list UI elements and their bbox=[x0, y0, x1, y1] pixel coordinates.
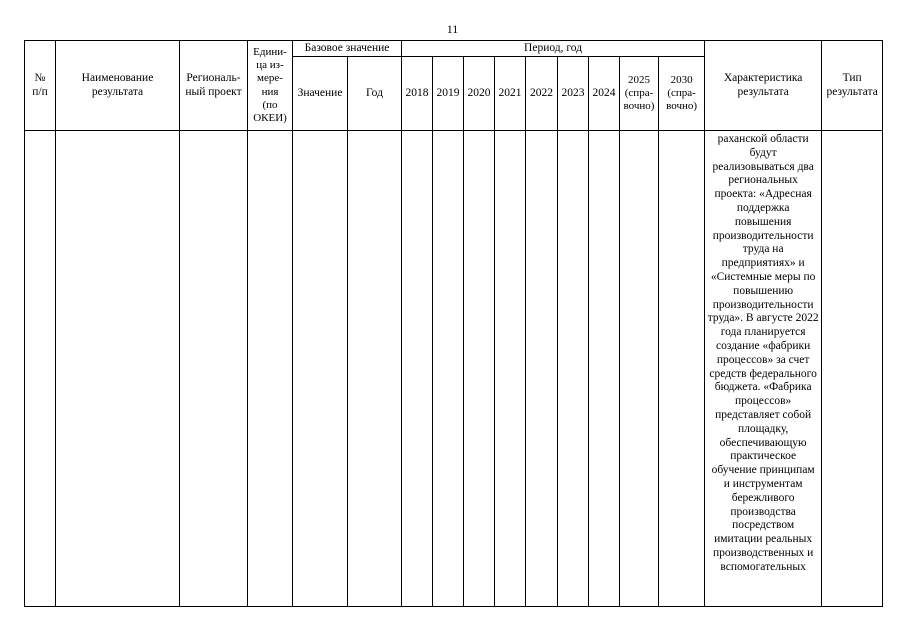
header-base-value: Базовое значение bbox=[293, 41, 402, 57]
header-year-2025: 2025 (спра- вочно) bbox=[620, 57, 659, 131]
cell-2023 bbox=[558, 131, 589, 607]
cell-2022 bbox=[526, 131, 558, 607]
cell-year bbox=[348, 131, 402, 607]
header-type: Тип результата bbox=[822, 41, 883, 131]
results-table bbox=[24, 40, 883, 607]
cell-2024 bbox=[589, 131, 620, 607]
header-year-2020: 2020 bbox=[464, 57, 495, 131]
cell-regional-project bbox=[180, 131, 248, 607]
cell-2019 bbox=[433, 131, 464, 607]
header-unit: Едини- ца из- мере- ния (по ОКЕИ) bbox=[248, 41, 293, 131]
header-characteristic: Характеристика результата bbox=[705, 41, 822, 131]
header-num: № п/п bbox=[25, 41, 56, 131]
header-year-2021: 2021 bbox=[495, 57, 526, 131]
cell-name bbox=[56, 131, 180, 607]
header-year-2023: 2023 bbox=[558, 57, 589, 131]
page-number: 11 bbox=[446, 22, 459, 36]
cell-2025 bbox=[620, 131, 659, 607]
header-period: Период, год bbox=[402, 41, 705, 57]
header-year: Год bbox=[348, 57, 402, 131]
cell-2030 bbox=[659, 131, 705, 607]
cell-unit bbox=[248, 131, 293, 607]
cell-2018 bbox=[402, 131, 433, 607]
characteristic-paragraph: раханской области будут реализовываться два региональных проекта: «Адресная поддержка повышения производительности труда на предприятиях» и «Системные меры по повышению производительности труда». В августе 2022 года планируется создание «фабрики процессов» за счет средств федерального бюджета. «Фабрика процессов» представляет собой площадку, обеспечивающую практическое обучение принципам и инструментам бережливого производства посредством имитации реальных производственных и вспомогательных bbox=[707, 133, 819, 573]
cell-type bbox=[822, 131, 883, 607]
cell-2021 bbox=[495, 131, 526, 607]
cell-value bbox=[293, 131, 348, 607]
header-year-2018: 2018 bbox=[402, 57, 433, 131]
cell-2020 bbox=[464, 131, 495, 607]
header-year-2022: 2022 bbox=[526, 57, 558, 131]
cell-num bbox=[25, 131, 56, 607]
header-year-2019: 2019 bbox=[433, 57, 464, 131]
header-year-2024: 2024 bbox=[589, 57, 620, 131]
header-year-2030: 2030 (спра- вочно) bbox=[659, 57, 705, 131]
header-value: Значение bbox=[293, 57, 348, 131]
characteristic-text bbox=[705, 131, 822, 607]
header-regional-project: Региональ- ный проект bbox=[180, 41, 248, 131]
header-name: Наименование результата bbox=[56, 41, 180, 131]
